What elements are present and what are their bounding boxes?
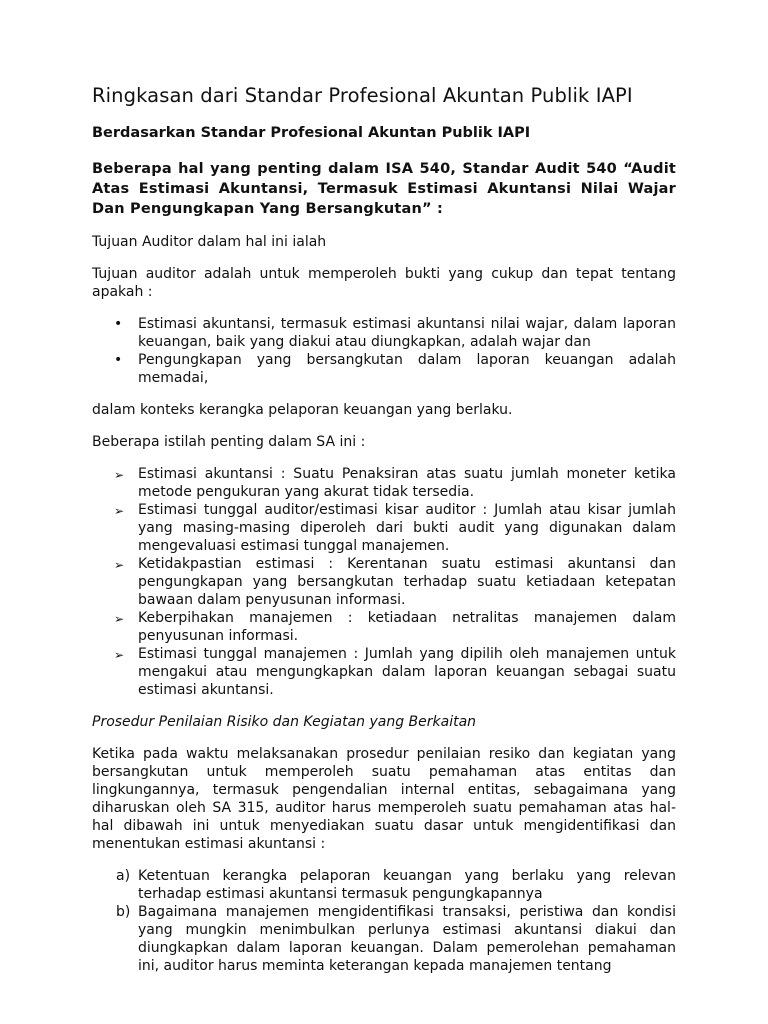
lead-paragraph: Beberapa hal yang penting dalam ISA 540, Standar Audit 540 “Audit Atas Estimasi Akuntansi, Termasuk Estimasi Akuntansi Nilai Wajar Dan Pengungkapan Yang Bersangkutan” : [92, 161, 676, 217]
arrow-bullet-icon: ➢ [114, 612, 125, 626]
bullet-icon: • [114, 352, 123, 368]
tujuan-text: Tujuan auditor adalah untuk memperoleh bukti yang cukup dan tepat tentang apakah : [92, 266, 676, 300]
prosedur-text: Ketika pada waktu melaksanakan prosedur penilaian resiko dan kegiatan yang bersangkutan untuk memperoleh suatu pemahaman atas entitas dan lingkungannya, termasuk pengendalian internal entitas, sebagaimana yang diharuskan oleh SA 315, auditor harus memperoleh suatu pemahaman atas hal-hal dibawah ini untuk menyediakan suatu dasar untuk mengidentifikasi dan menentukan estimasi akuntansi : [92, 746, 676, 852]
terms-list [92, 465, 676, 699]
list-item [92, 501, 676, 555]
list-item-text: Estimasi tunggal manajemen : Jumlah yang dipilih oleh manajemen untuk mengakui atau mengungkapkan dalam laporan keuangan sebagai suatu estimasi akuntansi. [138, 646, 676, 698]
list-item [92, 867, 676, 903]
arrow-bullet-icon: ➢ [114, 558, 125, 572]
konteks-text: dalam konteks kerangka pelaporan keuangan yang berlaku. [92, 402, 513, 418]
list-item [92, 351, 676, 387]
list-item-text: Ketentuan kerangka pelaporan keuangan yang berlaku yang relevan terhadap estimasi akuntansi termasuk pengungkapannya [138, 868, 676, 902]
list-item-text: Bagaimana manajemen mengidentifikasi transaksi, peristiwa dan kondisi yang mungkin menimbulkan perlunya estimasi akuntansi diakui dan diungkapkan dalam laporan keuangan. Dalam pemerolehan pemahaman ini, auditor harus meminta keterangan kepada manajemen tentang [138, 904, 676, 974]
list-item [92, 315, 676, 351]
arrow-bullet-icon: ➢ [114, 504, 125, 518]
list-marker: b) [116, 904, 131, 920]
subheading: Berdasarkan Standar Profesional Akuntan Publik IAPI [92, 125, 531, 141]
arrow-bullet-icon: ➢ [114, 648, 125, 662]
section-heading: Prosedur Penilaian Risiko dan Kegiatan yang Berkaitan [92, 714, 477, 730]
list-item [92, 645, 676, 699]
istilah-heading: Beberapa istilah penting dalam SA ini : [92, 434, 366, 450]
bullet-icon: • [114, 316, 123, 332]
list-item-text: Estimasi tunggal auditor/estimasi kisar auditor : Jumlah atau kisar jumlah yang masing-masing diperoleh dari bukti audit yang digunakan dalam mengevaluasi estimasi tunggal manajemen. [138, 502, 676, 554]
tujuan-heading: Tujuan Auditor dalam hal ini ialah [92, 234, 327, 250]
list-item [92, 465, 676, 501]
list-item-text: Pengungkapan yang bersangkutan dalam laporan keuangan adalah memadai, [138, 352, 676, 386]
list-item-text: Keberpihakan manajemen : ketiadaan netralitas manajemen dalam penyusunan informasi. [138, 610, 676, 644]
list-item [92, 609, 676, 645]
objective-list [92, 315, 676, 387]
list-item-text: Ketidakpastian estimasi : Kerentanan suatu estimasi akuntansi dan pengungkapan yang bersangkutan terhadap suatu ketiadaan ketepatan bawaan dalam penyusunan informasi. [138, 556, 676, 608]
page-title: Ringkasan dari Standar Profesional Akuntan Publik IAPI [92, 84, 633, 107]
list-item-text: Estimasi akuntansi, termasuk estimasi akuntansi nilai wajar, dalam laporan keuangan, baik yang diakui atau diungkapkan, adalah wajar dan [138, 316, 676, 350]
arrow-bullet-icon: ➢ [114, 468, 125, 482]
list-item [92, 903, 676, 975]
alpha-list [92, 867, 676, 975]
list-item-text: Estimasi akuntansi : Suatu Penaksiran atas suatu jumlah moneter ketika metode pengukuran yang akurat tidak tersedia. [138, 466, 676, 500]
list-marker: a) [116, 868, 131, 884]
list-item [92, 555, 676, 609]
